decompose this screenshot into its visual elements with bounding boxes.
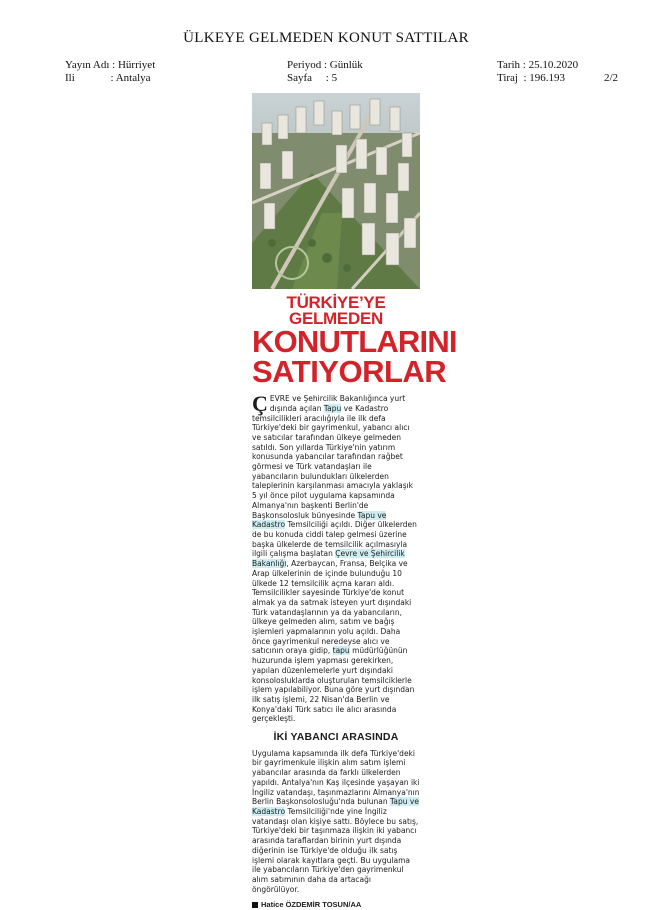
article-body — [252, 391, 420, 910]
meta-periyod: Periyod : Günlük — [287, 59, 363, 71]
text-segment: Temsilciliği açıldı. Diğer ülkelerden de bu konuda ciddi talep gelmesi üzerine başka ülkelerde de temsilcilik açılmasıyla ilgili çalışma başlatan — [252, 520, 417, 559]
text-segment: , Azerbaycan, Fransa, Belçika ve Arap ülkelerinin de içinde bulunduğu 10 ülkede 12 temsilcilik açma kararı aldı. Temsilcilikler sayesinde Türkiye'de konut almak ya da satmak isteyen yurt dışındaki Türk vatandaşlarının ya da yabancıların, ülkeye gelmeden alım, satım ve bağış işlemleri yapmalarının yolu açıldı. Daha önce gayrimenkul neredeyse alıcı ve satıcının oraya gidip, — [252, 559, 412, 656]
highlight-term: Tapu ve Kadastro — [252, 510, 387, 530]
highlight-term: Çevre ve Şehircilik Bakanlığı — [252, 549, 405, 569]
text-segment: müdürlüğünün huzurunda işlem yapması gerekirken, yapılan düzenlemelerle yurt dışındaki konsolosluklarda oluşturulan temsilciklerle işlem yapılabiliyor. Buna göre yurt dışından ilk satış işlemi, 22 Nisan'da Berlin ve Konya'daki Türk satıcı ile alıcı arasında gerçekleşti. — [252, 646, 415, 724]
meta-tiraj: Tiraj : 196.193 — [497, 72, 566, 84]
author-byline — [252, 900, 420, 910]
subheading: İKİ YABANCI ARASINDA — [273, 731, 399, 744]
highlight-term: Tapu ve Kadastro — [252, 797, 419, 816]
news-clipping — [252, 93, 457, 910]
highlight-term: tapu — [332, 646, 350, 656]
meta-ili: Ili : Antalya — [65, 72, 151, 84]
headline-line-2: KONUTLARINI — [252, 324, 457, 360]
document-title: ÜLKEYE GELMEDEN KONUT SATTILAR — [183, 30, 469, 46]
meta-tarih: Tarih : 25.10.2020 — [497, 59, 579, 71]
text-segment: Uygulama kapsamında ilk defa Türkiye'deki bir gayrimenkule ilişkin alım satım işlemi yabancılar arasında da farklı ülkelerden yapıldı. Antalya'nın Kaş ilçesinde yaşayan iki İngiliz vatandaşı, taşınmazlarını Almanya'nın Berlin Başkonsolosluğu'nda bulunan — [252, 748, 420, 807]
square-bullet-icon — [252, 902, 258, 908]
headline — [252, 293, 457, 389]
article-paragraph-1 — [252, 391, 420, 724]
aerial-city-photo — [252, 93, 420, 289]
highlight-term: Tapu — [323, 403, 342, 413]
meta-sayfa: Sayfa : 5 — [287, 72, 338, 84]
text-segment: EVRE ve Şehircilik Bakanlığınca yurt dışında açılan — [269, 394, 406, 413]
drop-cap: Ç — [252, 391, 268, 417]
author-name: Hatice ÖZDEMİR TOSUN/AA — [261, 900, 362, 910]
meta-page-number: 2/2 — [604, 72, 619, 84]
headline-line-1: TÜRKİYE’YE GELMEDEN — [286, 293, 386, 329]
text-segment: Temsilciliği'nde yine İngiliz vatandaşı olan kişiye sattı. Böylece bu satış, Türkiye'deki bir taşınmaza ilişkin iki yabancı arasında taraflardan birinin yurt dışında diğerinin ise Türkiye'de olduğu ilk satış işlemi olarak kayıtlara geçti. Bu uygulama ile yabancıların Türkiye'den gayrimenkul alım satımının daha da artacağı öngörülüyor. — [252, 806, 419, 894]
headline-line-3: SATIYORLAR — [252, 353, 447, 389]
article-paragraph-2 — [252, 749, 420, 895]
meta-yayin-adi: Yayın Adı : Hürriyet — [65, 59, 156, 71]
text-segment: ve Kadastro temsilcilikleri aracılığıyla ile ilk defa Türkiye'deki bir gayrimenkul, yabancı alıcı ve satıcılar tarafından ülkeye gelmeden satıldı. Son yıllarda Türkiye'nin yatırım konusunda yabancılar tarafından rağbet görmesi ve Türk vatandaşları ile yabancıların bulundukları ülkelerden taleplerinin karşılanması amacıyla yaklaşık 5 yıl önce pilot uygulama kapsamında Almanya'nın başkenti Berlin'de Başkonsolosluk bünyesinde — [252, 403, 414, 520]
